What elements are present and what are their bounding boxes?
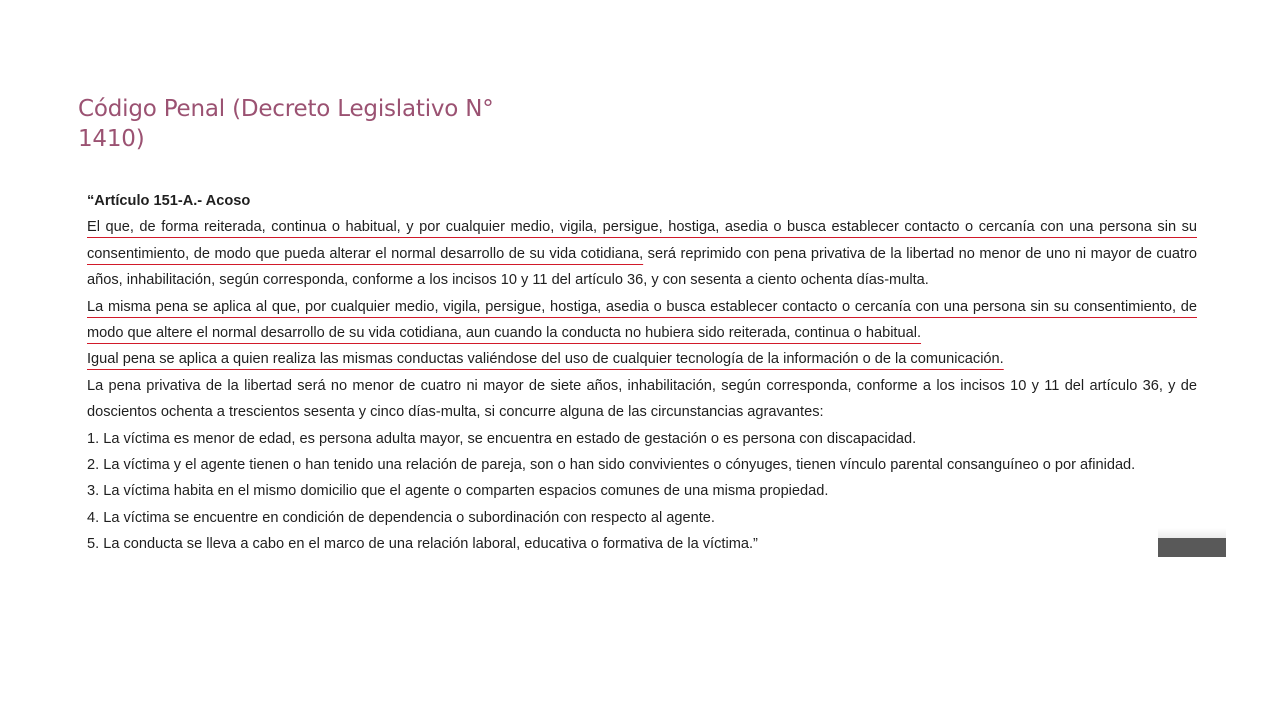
underlined-passage-3: Igual pena se aplica a quien realiza las mismas conductas valiéndose del uso de cualquier tecnología de la información o de la comunicación.: [87, 351, 1004, 368]
article-heading: “Artículo 151-A.- Acoso: [87, 193, 251, 209]
aggravating-item-4: 4. La víctima se encuentre en condición de dependencia o subordinación con respecto al agente.: [87, 509, 715, 526]
underlined-passage-1: El que, de forma reiterada, continua o habitual, y por cualquier medio, vigila, persigue, hostiga, asedia o busca establecer contacto o cercanía con una persona sin su consentimiento, de modo que pueda alterar el normal desarrollo de su vida cotidiana,: [87, 219, 1197, 262]
aggravating-item-3: 3. La víctima habita en el mismo domicilio que el agente o comparten espacios comunes de una misma propiedad.: [87, 483, 829, 500]
corner-gray-block: [1158, 538, 1226, 557]
aggravating-item-1: 1. La víctima es menor de edad, es persona adulta mayor, se encuentra en estado de gestación o es persona con discapacidad.: [87, 430, 917, 447]
article-text-block: [87, 188, 1197, 558]
aggravating-item-2: 2. La víctima y el agente tienen o han tenido una relación de pareja, son o han sido convivientes o cónyuges, tienen vínculo parental consanguíneo o por afinidad.: [87, 457, 1136, 474]
corner-shadow: [1158, 528, 1226, 538]
slide-title: Código Penal (Decreto Legislativo N° 1410): [78, 96, 494, 152]
paragraph-1-rest: será reprimido con pena privativa de la libertad no menor de uno ni mayor de cuatro años, inhabilitación, según corresponda, conforme a los incisos 10 y 11 del artículo 36, y con sesenta a ciento ochenta días-multa.: [87, 245, 1197, 289]
underlined-passage-2: La misma pena se aplica al que, por cualquier medio, vigila, persigue, hostiga, asedia o busca establecer contacto o cercanía con una persona sin su consentimiento, de modo que altere el normal desarrollo de su vida cotidiana, aun cuando la conducta no hubiera sido reiterada, continua o habitual.: [87, 298, 1197, 342]
paragraph-1: [87, 214, 1197, 293]
paragraph-3: [87, 346, 1197, 372]
paragraph-2: [87, 294, 1197, 347]
aggravating-item-5: 5. La conducta se lleva a cabo en el marco de una relación laboral, educativa o formativa de la víctima.”: [87, 536, 758, 553]
paragraph-4: La pena privativa de la libertad será no menor de cuatro ni mayor de siete años, inhabilitación, según corresponda, conforme a los incisos 10 y 11 del artículo 36, y de doscientos ochenta a trescientos sesenta y cinco días-multa, si concurre alguna de las circunstancias agravantes:: [87, 377, 1197, 421]
